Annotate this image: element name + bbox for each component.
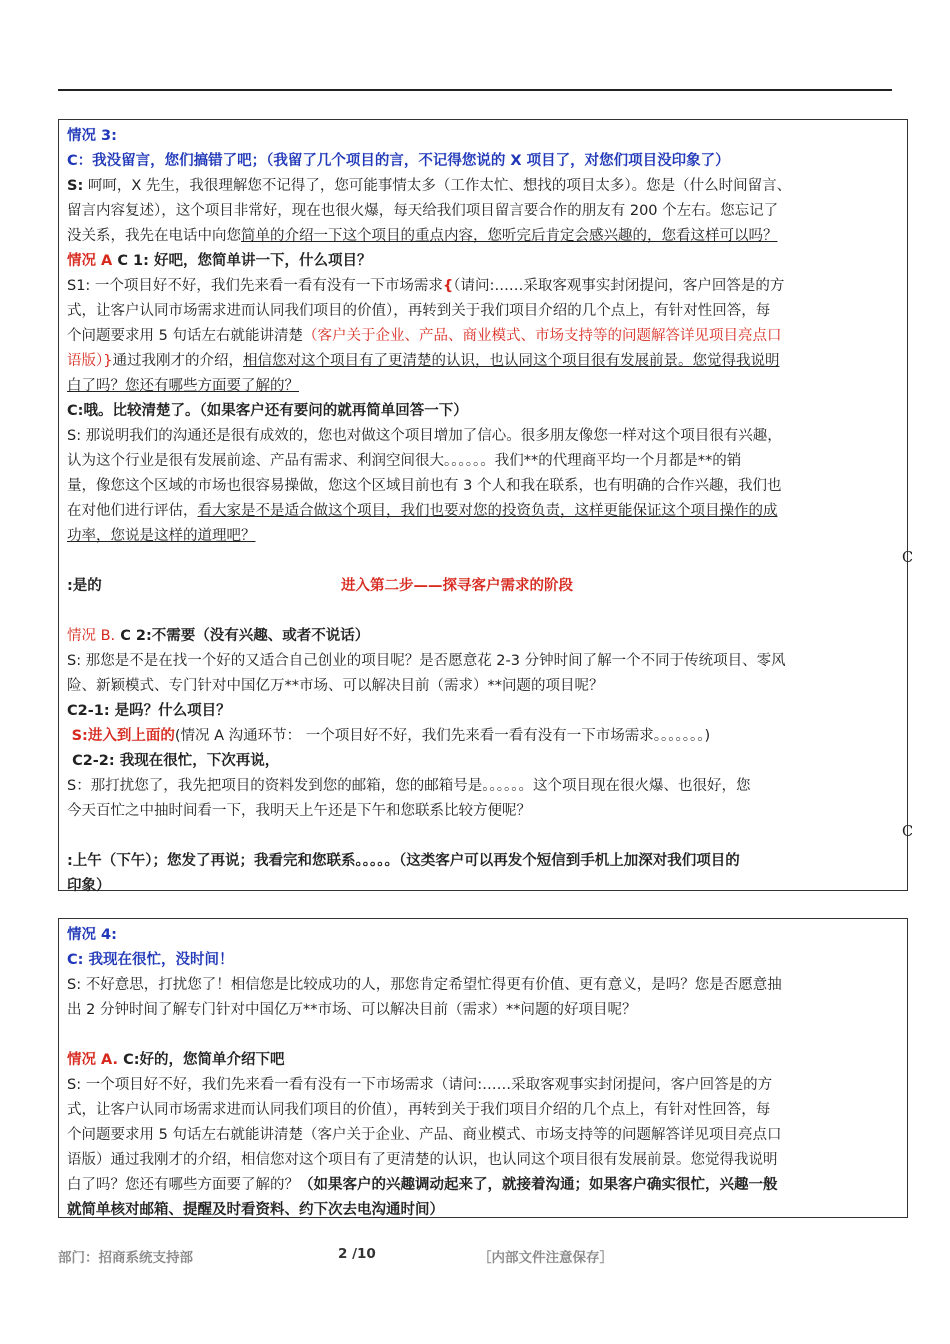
case-b-sales-line-2: 险、新颖模式、专门针对中国亿万**市场、可以解决目前（需求）**问题的项目呢？ [67, 678, 604, 694]
c2-1-line: C2-1: 是吗？什么项目？ [67, 703, 231, 719]
footer-department: 部门：招商系统支持部 [58, 1250, 193, 1266]
margin-letter-c: C [902, 550, 914, 566]
enter-above-text: (情况 A 沟通环节： 一个项目好不好，我们先来看一看有没有一下市场需求。。。。。。。) [174, 728, 711, 744]
case-3-sales-line-1 [67, 174, 899, 199]
step-two-heading: 进入第二步——探寻客户需求的阶段 [341, 578, 573, 594]
s2-line-4 [67, 499, 899, 524]
s1-text: S1: 一个项目好不好，我们先来看一看有没有一下市场需求 [67, 278, 443, 294]
s1-line-5: 白了吗？您还有哪些方面要了解的？ [67, 378, 299, 394]
sales-text: 呵呵，X 先生，我很理解您不记得了，您可能事情太多（工作太忙、想找的项目太多）。您是（什么时间留言、 [83, 178, 792, 194]
case-4a-sales-line-5 [67, 1173, 899, 1198]
case-3-sales-line-3 [67, 224, 899, 249]
am-pm-line-1: :上午（下午）；您发了再说；我看完和您联系。。。。。（这类客户可以再发个短信到手机上加深对我们项目的 [67, 853, 740, 869]
s1-line-4 [67, 349, 899, 374]
s2-line-5: 功率，您说是这样的道理吧？ [67, 528, 256, 544]
sales-text: 没关系，我先在电话中向您 [67, 228, 241, 244]
sales-underlined-text: 简单的介绍一下这个项目的重点内容，您听完后肯定会感兴趣的，您看这样可以吗？ [241, 228, 778, 244]
case-a-heading [67, 249, 899, 274]
sales-label: S: [67, 178, 84, 194]
footer-page-number: 2 /10 [338, 1246, 376, 1262]
customer-yes: :是的 [67, 578, 102, 594]
case-3-customer-line: C：我没留言，您们搞错了吧；（我留了几个项目的言，不记得您说的 X 项目了，对您们项目没印象了） [67, 153, 730, 169]
s2-line-1: S: 那说明我们的沟通还是很有成效的，您也对做这个项目增加了信心。很多朋友像您一样对这个项目很有兴趣， [67, 428, 782, 444]
case-4a-sales-line-4: 语版）通过我刚才的介绍，相信您对这个项目有了更清楚的认识，也认同这个项目很有发展前景。您觉得我说明 [67, 1152, 778, 1168]
case-b-sales-line-1: S: 那您是不是在找一个好的又适合自己创业的项目呢？是否愿意花 2-3 分钟时间了解一个不同于传统项目、零风 [67, 653, 786, 669]
s1-red-note: （客户关于企业、产品、商业模式、市场支持等的问题解答详见项目亮点口 [302, 328, 782, 344]
case-4-customer-line: C: 我现在很忙，没时间！ [67, 952, 234, 968]
s1-line-1 [67, 274, 899, 299]
case-4a-sales-line-2: 式，让客户认同市场需求进而认同我们项目的价值），再转到关于我们项目介绍的几个点上，有针对性回答，每 [67, 1102, 771, 1118]
case-4-sales-line-1: S: 不好意思，打扰您了！相信您是比较成功的人，那您肯定希望忙得更有价值、更有意义，是吗？您是否愿意抽 [67, 977, 782, 993]
case-c-sales-line-1: S：那打扰您了，我先把项目的资料发到您的邮箱，您的邮箱号是。。。。。。这个项目现在很火爆、也很好，您 [67, 778, 751, 794]
case-4a-customer: C:好的，您简单介绍下吧 [118, 1052, 285, 1068]
case-4a-sales-line-1: S: 一个项目好不好，我们先来看一看有没有一下市场需求（请问:……采取客观事实封闭提问，客户回答是的方 [67, 1077, 773, 1093]
s2-underlined-text: 看大家是不是适合做这个项目，我们也要对您的投资负责，这样更能保证这个项目操作的成 [197, 503, 778, 519]
s1-underlined-text: 相信您对这个项目有了更清楚的认识，也认同这个项目很有发展前景。您觉得我说明 [242, 353, 780, 369]
bold-note: （如果客户的兴趣调动起来了，就接着沟通；如果客户确实很忙，兴趣一般 [299, 1177, 778, 1193]
case-3-title: 情况 3: [67, 128, 117, 144]
c2-2-line [67, 749, 899, 774]
sales-text: 白了吗？您还有哪些方面要了解的？ [67, 1177, 299, 1193]
s1-brace: { [442, 278, 454, 294]
spacer [67, 824, 899, 849]
case-4-sales-line-2: 出 2 分钟时间了解专门针对中国亿万**市场、可以解决目前（需求）**问题的好项目呢？ [67, 1002, 637, 1018]
margin-letter-c: C [902, 824, 914, 840]
case-4a-sales-line-3: 个问题要求用 5 句话左右就能讲清楚（客户关于企业、产品、商业模式、市场支持等的问题解答详见项目亮点口 [67, 1127, 782, 1143]
s1-line-3 [67, 324, 899, 349]
case-4a-label: 情况 A. [67, 1052, 119, 1068]
case-b-label: 情况 B. [67, 628, 116, 644]
s2-line-2: 认为这个行业是很有发展前途、产品有需求、利润空间很大。。。。。。我们**的代理商平均一个月都是**的销 [67, 453, 742, 469]
c2-2-text: C2-2: 我现在很忙，下次再说， [72, 753, 280, 769]
step-two-line [67, 574, 899, 599]
s1-text: （请问:……采取客观事实封闭提问，客户回答是的方 [453, 278, 785, 294]
spacer [67, 1023, 899, 1048]
case-c-sales-line-2: 今天百忙之中抽时间看一下，我明天上午还是下午和您联系比较方便呢？ [67, 803, 531, 819]
s2-line-3: 量，像您这个区域的市场也很容易操做，您这个区域目前也有 3 个人和我在联系，也有明确的合作兴趣，我们也 [67, 478, 782, 494]
enter-above-label: S:进入到上面的 [71, 728, 175, 744]
case-4-title: 情况 4: [67, 927, 117, 943]
case-3-sales-line-2: 留言内容复述），这个项目非常好，现在也很火爆，每天给我们项目留言要合作的朋友有 200 个左右。您忘记了 [67, 203, 779, 219]
case-b-customer: C 2:不需要（没有兴趣、或者不说话） [115, 628, 370, 644]
am-pm-line-2: 印象） [67, 878, 111, 894]
enter-above-line [67, 724, 899, 749]
top-divider [58, 89, 892, 91]
case-4-box [58, 918, 908, 1218]
case-a-label: 情况 A [67, 253, 113, 269]
case-4a-heading [67, 1048, 899, 1073]
footer-note: ［内部文件注意保存］ [478, 1250, 613, 1266]
s1-red-note: 语版）} [67, 353, 113, 369]
s1-line-2: 式，让客户认同市场需求进而认同我们项目的价值），再转到关于我们项目介绍的几个点上，有针对性回答，每 [67, 303, 771, 319]
s1-text: 个问题要求用 5 句话左右就能讲清楚 [67, 328, 303, 344]
s2-text: 在对他们进行评估， [67, 503, 198, 519]
s1-text: 通过我刚才的介绍， [112, 353, 243, 369]
spacer [67, 549, 899, 574]
case-b-heading [67, 624, 899, 649]
case-a-customer: C 1: 好吧，您简单讲一下，什么项目？ [112, 253, 372, 269]
case-4a-sales-line-6: 就简单核对邮箱、提醒及时看资料、约下次去电沟通时间） [67, 1202, 444, 1218]
case-3-box [58, 119, 908, 894]
spacer [67, 599, 899, 624]
customer-ok-line: C:哦。比较清楚了。（如果客户还有要问的就再简单回答一下） [67, 403, 468, 419]
